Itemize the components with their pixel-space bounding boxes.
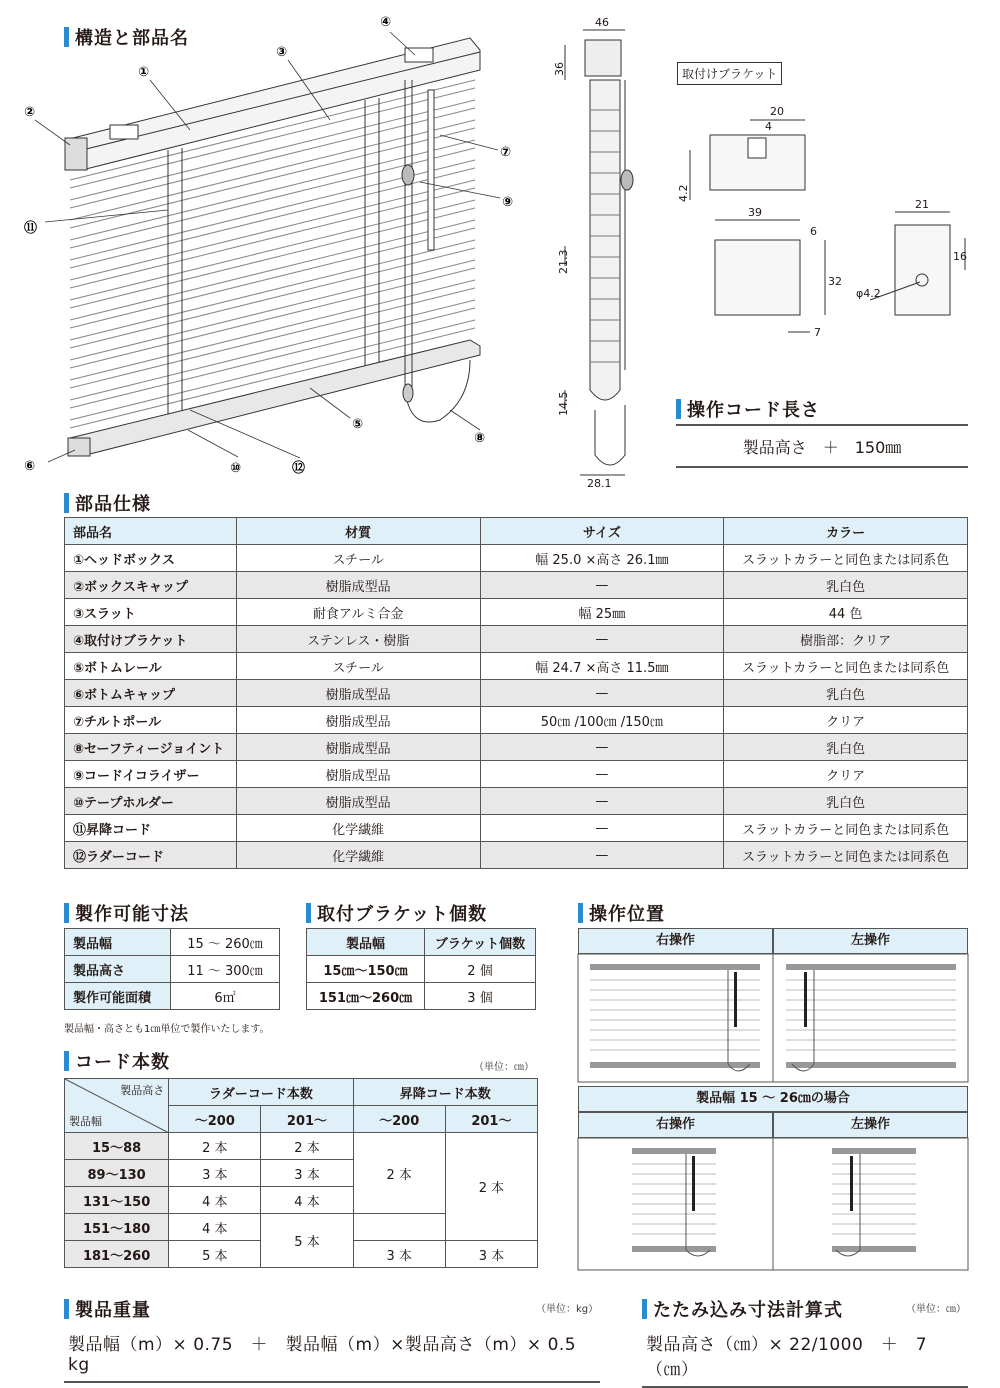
label-4: ④ (380, 15, 392, 30)
dim-20: 20 (770, 105, 784, 118)
dim-14-5: 14.5 (557, 391, 570, 416)
spec-cell: — (480, 626, 724, 653)
cord-cell: 2 本 (445, 1133, 537, 1241)
part-name: ⑦チルトポール (65, 707, 237, 734)
size-value: 15 ～ 260㎝ (171, 929, 280, 956)
spec-cell: クリア (724, 707, 968, 734)
cord-sub: ～200 (353, 1106, 445, 1133)
section-title-fold: たたみ込み寸法計算式 (642, 1296, 843, 1322)
specs-header-size: サイズ (480, 518, 724, 545)
op-right-label: 右操作 (578, 928, 773, 954)
cord-corner: 製品高さ 製品幅 (65, 1079, 169, 1133)
dim-28-1: 28.1 (587, 477, 612, 490)
cord-cell: 3 本 (169, 1160, 261, 1187)
cord-cell: 4 本 (169, 1214, 261, 1241)
cord-width: 151～180 (65, 1214, 169, 1241)
specs-row (65, 599, 968, 626)
dim-21: 21 (915, 198, 929, 211)
spec-cell: スラットカラーと同色または同系色 (724, 842, 968, 869)
spec-cell: スラットカラーと同色または同系色 (724, 815, 968, 842)
size-label: 製品高さ (65, 956, 171, 983)
cord-count-table (64, 1078, 538, 1268)
cord-cell: 5 本 (261, 1214, 353, 1268)
spec-cell: スラットカラーと同色または同系色 (724, 545, 968, 572)
bracket-count-table (306, 928, 536, 1010)
weight-unit: （単位：kg） (536, 1304, 599, 1315)
part-name: ⑪昇降コード (65, 815, 237, 842)
specs-row (65, 626, 968, 653)
section-title-bracket-count: 取付ブラケット個数 (306, 900, 487, 926)
specs-row (65, 815, 968, 842)
op-right-label-small: 右操作 (578, 1112, 773, 1138)
specs-row (65, 842, 968, 869)
spec-cell: スラットカラーと同色または同系色 (724, 653, 968, 680)
cord-sub: 201～ (261, 1106, 353, 1133)
label-9: ⑨ (502, 195, 514, 210)
spec-cell: 樹脂部：クリア (724, 626, 968, 653)
spec-cell: 幅 25.0 ×高さ 26.1㎜ (480, 545, 724, 572)
cord-width: 131～150 (65, 1187, 169, 1214)
fold-unit: （単位：㎝） (906, 1304, 966, 1315)
op-left-label-small: 左操作 (773, 1112, 968, 1138)
bracket-title: 取付けブラケット (677, 62, 782, 85)
weight-formula: 製品幅（m）× 0.75 ＋ 製品幅（m）×製品高さ（m）× 0.5 kg (64, 1324, 600, 1383)
op-small-title: 製品幅 15 ～ 26㎝の場合 (578, 1086, 968, 1112)
spec-cell: 乳白色 (724, 734, 968, 761)
dim-21-3: 21.3 (557, 249, 570, 274)
cord-cell: 3 本 (445, 1241, 537, 1268)
bracket-width: 15㎝～150㎝ (307, 956, 425, 983)
specs-row (65, 572, 968, 599)
spec-cell: 樹脂成型品 (236, 734, 480, 761)
spec-cell: 化学繊維 (236, 815, 480, 842)
spec-cell: 樹脂成型品 (236, 572, 480, 599)
spec-cell: スチール (236, 653, 480, 680)
spec-cell: 幅 25㎜ (480, 599, 724, 626)
size-value: 11 ～ 300㎝ (171, 956, 280, 983)
label-11: ⑪ (24, 221, 38, 236)
section-title-structure: 構造と部品名 (64, 24, 189, 50)
part-name: ⑫ラダーコード (65, 842, 237, 869)
section-title-cord-length: 操作コード長さ (676, 396, 820, 422)
label-10: ⑩ (230, 461, 242, 476)
label-6: ⑥ (24, 459, 36, 474)
cord-cell: 5 本 (169, 1241, 261, 1268)
cord-width: 181～260 (65, 1241, 169, 1268)
specs-row (65, 761, 968, 788)
specs-row (65, 653, 968, 680)
dim-16: 16 (953, 250, 967, 263)
cord-width: 15～88 (65, 1133, 169, 1160)
cord-sub: 201～ (445, 1106, 537, 1133)
cord-cell: 2 本 (261, 1133, 353, 1160)
spec-cell: — (480, 761, 724, 788)
part-name: ④取付けブラケット (65, 626, 237, 653)
spec-cell: 樹脂成型品 (236, 788, 480, 815)
part-name: ②ボックスキャップ (65, 572, 237, 599)
section-title-cord-count: コード本数 (64, 1048, 170, 1074)
bracket-header-width: 製品幅 (307, 929, 425, 956)
specs-row (65, 734, 968, 761)
spec-cell: 50㎝ /100㎝ /150㎝ (480, 707, 724, 734)
cord-length-formula: 製品高さ ＋ 150㎜ (676, 424, 968, 468)
spec-cell: — (480, 572, 724, 599)
size-table (64, 928, 280, 1010)
part-name: ⑧セーフティージョイント (65, 734, 237, 761)
part-name: ⑤ボトムレール (65, 653, 237, 680)
spec-cell: — (480, 788, 724, 815)
specs-row (65, 545, 968, 572)
op-small-diagrams (578, 1138, 968, 1270)
spec-cell: スチール (236, 545, 480, 572)
dim-6: 6 (810, 225, 817, 238)
specs-header-material: 材質 (236, 518, 480, 545)
part-name: ①ヘッドボックス (65, 545, 237, 572)
spec-cell: ステンレス・樹脂 (236, 626, 480, 653)
specs-row (65, 707, 968, 734)
size-label: 製作可能面積 (65, 983, 171, 1010)
spec-cell: 樹脂成型品 (236, 761, 480, 788)
section-title-weight: 製品重量 (64, 1296, 151, 1322)
bracket-diagram (670, 90, 980, 340)
spec-cell: — (480, 842, 724, 869)
specs-table (64, 517, 968, 869)
label-3: ③ (276, 45, 288, 60)
section-title-specs: 部品仕様 (64, 490, 151, 516)
specs-header-name: 部品名 (65, 518, 237, 545)
side-view-diagram (555, 10, 645, 490)
bracket-width: 151㎝～260㎝ (307, 983, 425, 1010)
op-large-diagrams (578, 954, 968, 1082)
section-title-size: 製作可能寸法 (64, 900, 189, 926)
cord-group-lift: 昇降コード本数 (353, 1079, 537, 1106)
spec-cell: — (480, 734, 724, 761)
spec-cell: 乳白色 (724, 680, 968, 707)
cord-unit: （単位：㎝） (474, 1062, 534, 1073)
spec-cell: 乳白色 (724, 572, 968, 599)
cord-cell: 2 本 (169, 1133, 261, 1160)
part-name: ⑨コードイコライザー (65, 761, 237, 788)
op-right-blind (590, 964, 760, 1071)
label-7: ⑦ (500, 145, 512, 160)
label-2: ② (24, 105, 36, 120)
spec-cell: 乳白色 (724, 788, 968, 815)
dim-4: 4 (765, 120, 772, 133)
size-label: 製品幅 (65, 929, 171, 956)
cord-cell: 2 本 (353, 1133, 445, 1214)
fold-formula: 製品高さ（㎝）× 22/1000 ＋ 7（㎝） (642, 1324, 968, 1388)
op-left-blind (786, 964, 956, 1071)
spec-cell: 耐食アルミ合金 (236, 599, 480, 626)
dim-46: 46 (595, 16, 609, 29)
section-title-op-position: 操作位置 (578, 900, 665, 926)
size-note: 製品幅・高さとも1㎝単位で製作いたします。 (64, 1024, 270, 1035)
label-8: ⑧ (474, 431, 486, 446)
label-5: ⑤ (352, 417, 364, 432)
label-12: ⑫ (292, 461, 306, 476)
dim-4-2: 4.2 (677, 184, 690, 202)
bracket-count: 2 個 (425, 956, 536, 983)
part-name: ⑩テープホルダー (65, 788, 237, 815)
specs-header-color: カラー (724, 518, 968, 545)
bracket-count: 3 個 (425, 983, 536, 1010)
cord-cell: 3 本 (261, 1160, 353, 1187)
spec-cell: 幅 24.7 ×高さ 11.5㎜ (480, 653, 724, 680)
label-1: ① (138, 65, 150, 80)
spec-cell: 樹脂成型品 (236, 680, 480, 707)
size-value: 6㎡ (171, 983, 280, 1010)
spec-cell: 44 色 (724, 599, 968, 626)
spec-cell: クリア (724, 761, 968, 788)
cord-width: 89～130 (65, 1160, 169, 1187)
cord-cell-empty (353, 1214, 445, 1241)
specs-row (65, 788, 968, 815)
cord-group-ladder: ラダーコード本数 (169, 1079, 353, 1106)
part-name: ⑥ボトムキャップ (65, 680, 237, 707)
spec-cell: — (480, 680, 724, 707)
blind-structure-diagram (10, 10, 550, 480)
cord-cell: 4 本 (261, 1187, 353, 1214)
spec-cell: 樹脂成型品 (236, 707, 480, 734)
op-left-label: 左操作 (773, 928, 968, 954)
part-name: ③スラット (65, 599, 237, 626)
cord-cell: 4 本 (169, 1187, 261, 1214)
dim-39: 39 (748, 206, 762, 219)
specs-row (65, 680, 968, 707)
bracket-header-count: ブラケット個数 (425, 929, 536, 956)
cord-cell: 3 本 (353, 1241, 445, 1268)
dim-32: 32 (828, 275, 842, 288)
spec-cell: 化学繊維 (236, 842, 480, 869)
cord-sub: ～200 (169, 1106, 261, 1133)
spec-cell: — (480, 815, 724, 842)
dim-7: 7 (814, 326, 821, 339)
dim-phi: φ4.2 (856, 287, 881, 300)
dim-36: 36 (553, 62, 566, 76)
